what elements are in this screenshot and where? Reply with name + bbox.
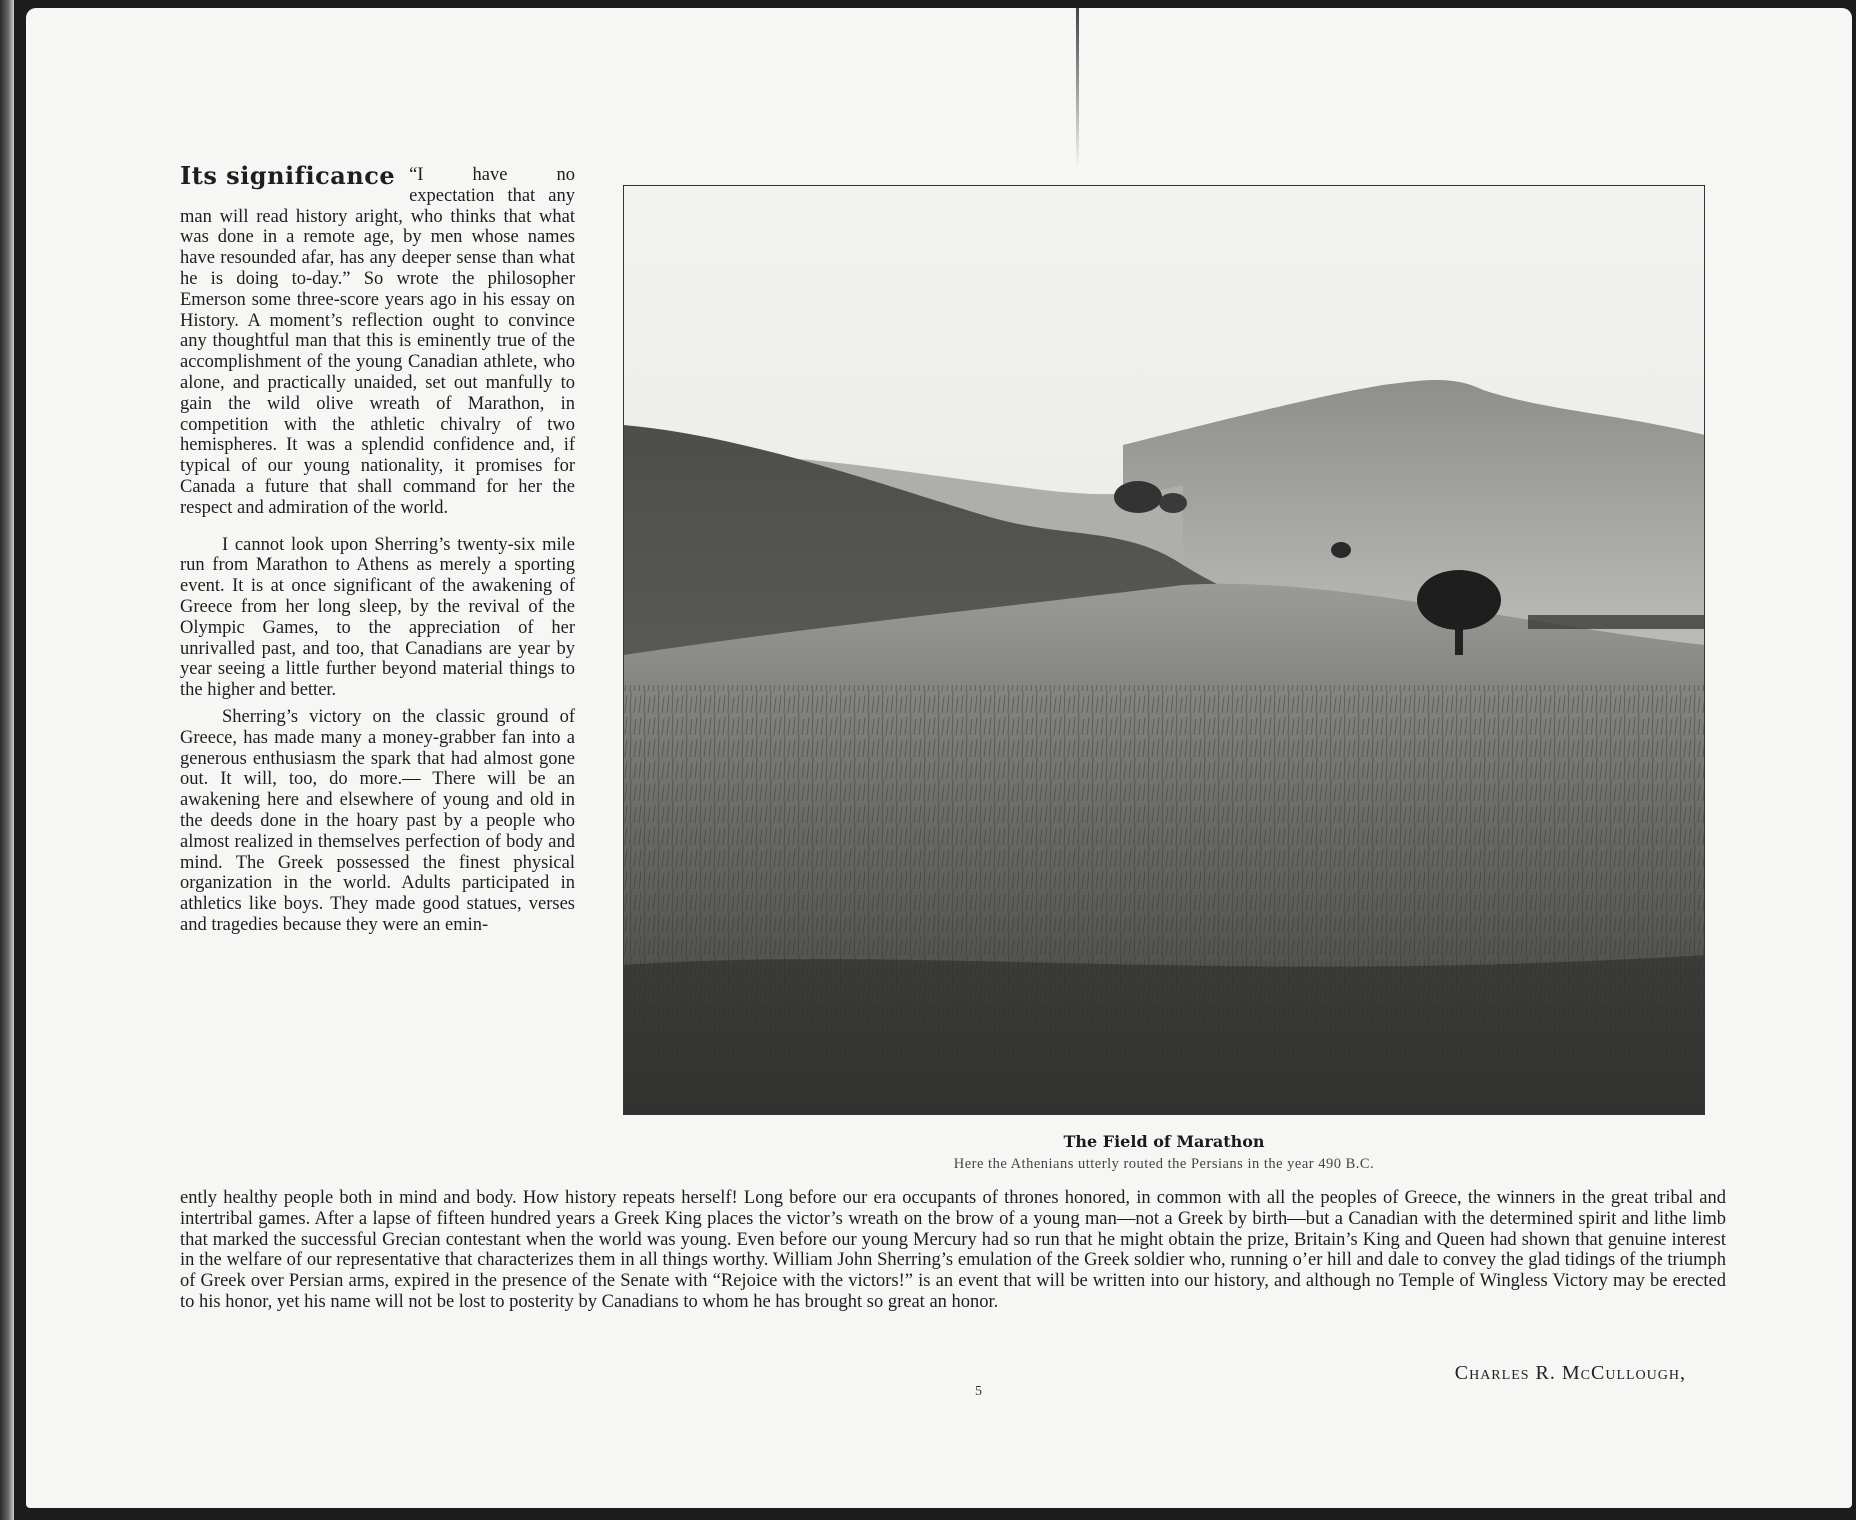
article-paragraph-1-text: “I have no expectation that any man will read history aright, who thinks that what was done in a remote age, by men whose names have resounded afar, has any deeper sense than what he is doing to-day.” So wrote the philosopher Emerson some three-score years ago in his essay on History. A moment’s reflection ought to convince any thoughtful man that this is eminently true of the accomplishment of the young Canadian athlete, who alone, and practically unaided, set out manfully to gain the wild olive wreath of Marathon, in competition with the athletic chivalry of two hemispheres. It was a splendid confidence and, if typical of our young nationality, it promises for Canada a future that shall command for her the respect and admiration of the world. [180,165,575,518]
article-paragraph-1 [180,161,575,519]
article-paragraph-3-continued: ently healthy people both in mind and body. How history repeats herself! Long before our era occupants of thrones honored, in common with all the peoples of Greece, the winners in the great tribal and intertribal games. After a lapse of fifteen hundred years a Greek King places the victor’s wreath on the brow of a young man—not a Greek by birth—but a Canadian with the determined spirit and lithe limb that marked the successful Grecian contestant when the world was young. Even before our young Mercury had so run that he might obtain the prize, Britain’s King and Queen had shown that genuine interest in the welfare of our representative that characterizes them in all things worthy. William John Sherring’s emulation of the Greek soldier who, running o’er hill and dale to convey the glad tidings of the triumph of Greek over Persian arms, expired in the presence of the Senate with “Rejoice with the victors!” is an event that will be written into our history, and although no Temple of Wingless Victory may be erected to his honor, yet his name will not be lost to posterity by Canadians to whom he has brought so great an honor. [180,1188,1726,1312]
page-number: 5 [975,1384,982,1399]
book-spine-shadow [0,0,14,1520]
article-paragraph-2: I cannot look upon Sherring’s twenty-six mile run from Marathon to Athens as merely a sporting event. It is at once significant of the awakening of Greece from her long sleep, by the revival of the Olympic Games, to the appreciation of her unrivalled past, and too, that Canadians are year by year seeing a little further beyond material things to the higher and better. [180,534,575,701]
article-paragraph-3: Sherring’s victory on the classic ground of Greece, has made many a money-grabber fan into a generous enthusiasm the spark that had almost gone out. It will, too, do more.— There will be an awakening here and elsewhere of young and old in the deeds done in the hoary past by a people who almost realized in themselves perfection of body and mind. The Greek possessed the finest physical organization in the world. Adults participated in athletics like boys. They made good statues, verses and tragedies because they were an emin- [180,706,575,935]
page-crease [1076,8,1079,168]
article-column [180,161,575,936]
photo-title: The Field of Marathon [1063,1132,1265,1151]
landscape-illustration [623,185,1705,1115]
author-signature: Charles R. McCullough, [1454,1362,1686,1384]
marathon-field-photo [623,185,1705,1115]
article-heading: Its significance [180,161,396,190]
photo-caption: Here the Athenians utterly routed the Persians in the year 490 B.C. [953,1156,1375,1172]
